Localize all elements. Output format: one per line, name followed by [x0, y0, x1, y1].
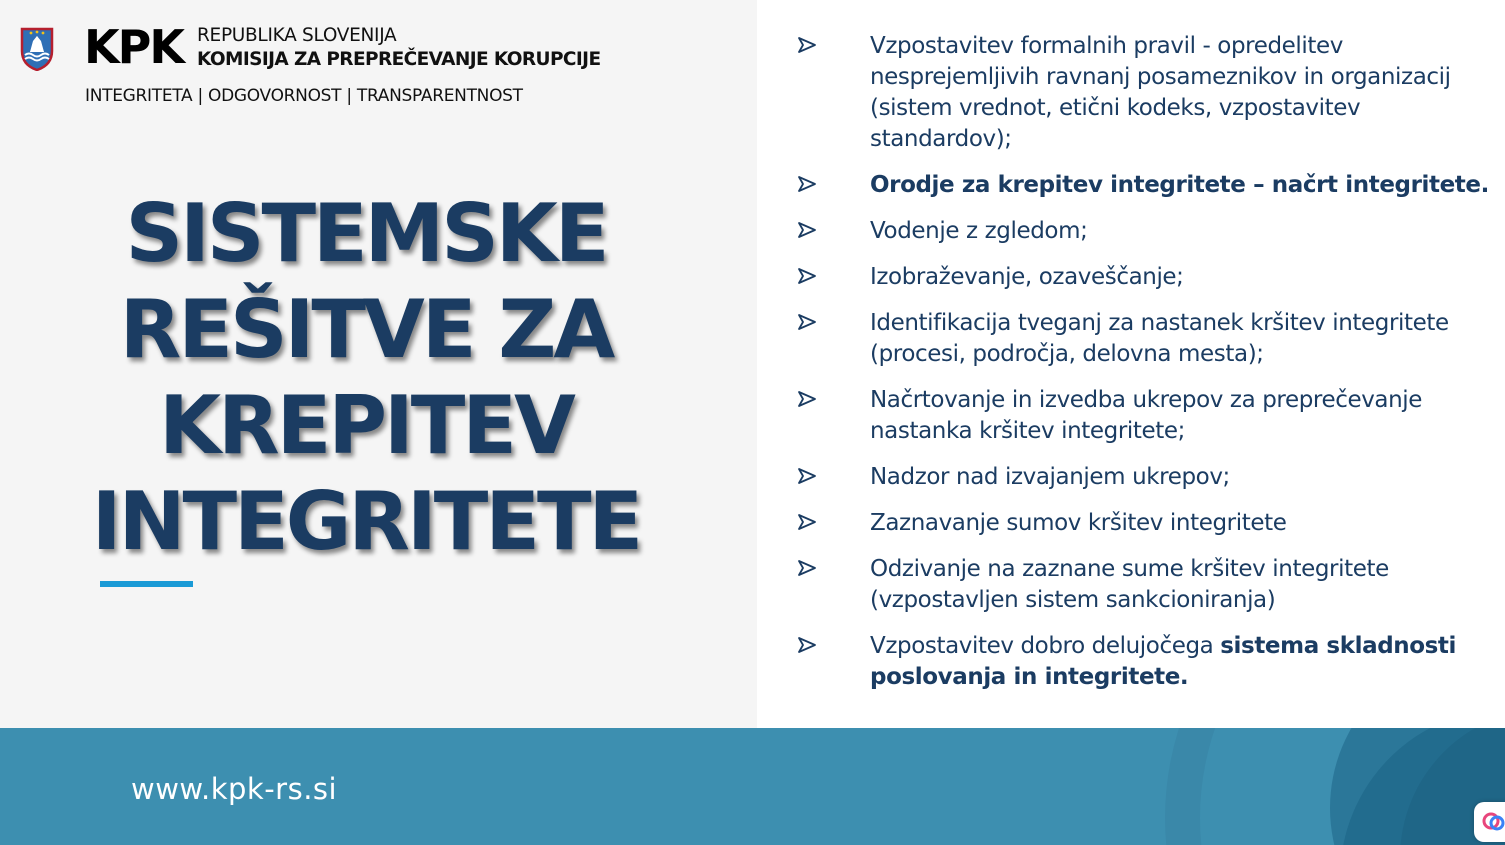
bullet-text: Vzpostavitev dobro delujočega [870, 633, 1221, 659]
arrow-bullet-icon [797, 262, 821, 293]
chat-assistant-icon[interactable] [1474, 802, 1505, 842]
org-country: REPUBLIKA SLOVENIJA [197, 25, 397, 46]
title-line: INTEGRITETE [91, 475, 641, 568]
arrow-bullet-icon [797, 385, 821, 416]
arrow-bullet-icon [797, 216, 821, 247]
arrow-bullet-icon [797, 554, 821, 585]
bullet-text: Vodenje z zgledom; [870, 218, 1088, 244]
org-motto: INTEGRITETA | ODGOVORNOST | TRANSPARENTNOST [85, 86, 523, 106]
org-logo [20, 20, 620, 114]
right-panel [757, 0, 1505, 728]
title-accent-line [100, 581, 193, 587]
bullet-item [757, 216, 1505, 247]
bullet-item [757, 262, 1505, 293]
title-line: REŠITVE ZA [119, 283, 613, 376]
bullet-item [757, 31, 1505, 155]
kpk-logo-mark: KPK [84, 20, 184, 74]
copilot-icon [1474, 802, 1505, 842]
bullet-item [757, 385, 1505, 447]
bullet-item [757, 508, 1505, 539]
bullet-text: Načrtovanje in izvedba ukrepov za preprečevanje nastanka kršitev integritete; [870, 387, 1423, 444]
left-panel [0, 0, 757, 728]
slide-title [40, 186, 692, 570]
bullet-text: Identifikacija tveganj za nastanek kršitev integritete (procesi, področja, delovna mesta); [870, 310, 1449, 367]
footer-bar [0, 728, 1505, 845]
bullet-text: Zaznavanje sumov kršitev integritete [870, 510, 1287, 536]
bullet-item [757, 462, 1505, 493]
bullet-text: Izobraževanje, ozaveščanje; [870, 264, 1184, 290]
bullet-item [757, 170, 1505, 201]
arrow-bullet-icon [797, 508, 821, 539]
org-name: KOMISIJA ZA PREPREČEVANJE KORUPCIJE [197, 49, 601, 70]
footer-url[interactable]: www.kpk-rs.si [131, 772, 338, 806]
footer-decoration [1130, 728, 1505, 845]
bullet-text: Vzpostavitev formalnih pravil - opredelitev nesprejemljivih ravnanj posameznikov in organizacij (sistem vrednot, etični kodeks, vzpostavitev standardov); [870, 33, 1451, 152]
bullet-item [757, 554, 1505, 616]
slovenia-coat-of-arms-icon [20, 27, 54, 71]
arrow-bullet-icon [797, 31, 821, 62]
arrow-bullet-icon [797, 631, 821, 662]
bullet-text: Odzivanje na zaznane sume kršitev integritete (vzpostavljen sistem sankcioniranja) [870, 556, 1389, 613]
bullet-text-bold: sistema skladnosti poslovanja in integritete. [870, 633, 1457, 690]
arrow-bullet-icon [797, 462, 821, 493]
bullet-item [757, 631, 1505, 693]
arrow-bullet-icon [797, 170, 821, 201]
bullet-text-bold: Orodje za krepitev integritete – načrt integritete. [870, 172, 1489, 198]
bullet-list [757, 31, 1505, 708]
title-line: SISTEMSKE [125, 187, 607, 280]
bullet-text: Nadzor nad izvajanjem ukrepov; [870, 464, 1230, 490]
arrow-bullet-icon [797, 308, 821, 339]
bullet-item [757, 308, 1505, 370]
title-line: KREPITEV [159, 379, 573, 472]
